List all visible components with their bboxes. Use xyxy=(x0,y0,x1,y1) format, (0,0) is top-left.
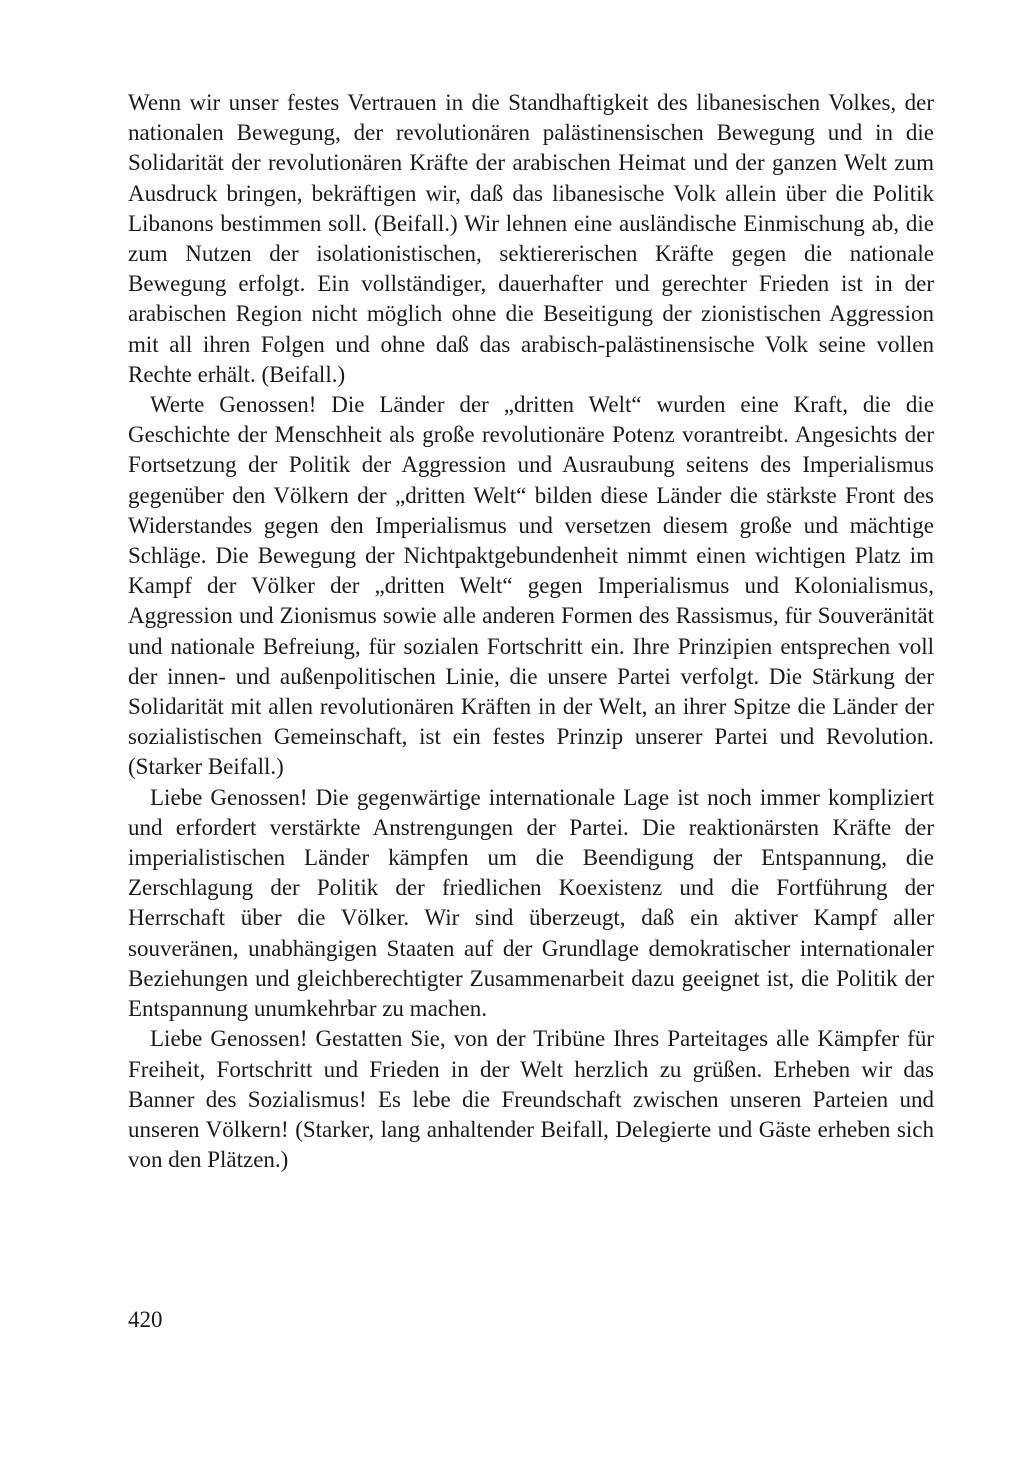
paragraph-1: Wenn wir unser festes Vertrauen in die Standhaftigkeit des libanesischen Volkes, der nationalen Bewegung, der revolutionären palästinensischen Bewegung und in die Solidarität der revolutionären Kräfte der arabischen Heimat und der ganzen Welt zum Ausdruck bringen, bekräftigen wir, daß das libanesische Volk allein über die Politik Libanons bestimmen soll. (Beifall.) Wir lehnen eine ausländische Einmischung ab, die zum Nutzen der isolationistischen, sektiererischen Kräfte gegen die nationale Bewegung erfolgt. Ein vollständiger, dauerhafter und gerechter Frieden ist in der arabischen Region nicht möglich ohne die Beseitigung der zionistischen Aggression mit all ihren Folgen und ohne daß das arabisch-palästinensische Volk seine vollen Rechte erhält. (Beifall.) xyxy=(128,90,934,387)
paragraph-4: Liebe Genossen! Gestatten Sie, von der Tribüne Ihres Parteitages alle Kämpfer für Freiheit, Fortschritt und Frieden in der Welt herzlich zu grüßen. Erheben wir das Banner des Sozialismus! Es lebe die Freundschaft zwischen unseren Parteien und unseren Völkern! (Starker, lang anhaltender Beifall, Delegierte und Gäste erheben sich von den Plätzen.) xyxy=(128,1026,934,1173)
paragraph-2: Werte Genossen! Die Länder der „dritten Welt“ wurden eine Kraft, die die Geschichte der Menschheit als große revolutionäre Potenz vorantreibt. Angesichts der Fortsetzung der Politik der Aggression und Ausraubung seitens des Imperialismus gegenüber den Völkern der „dritten Welt“ bilden diese Länder die stärkste Front des Widerstandes gegen den Imperialismus und versetzen diesem große und mächtige Schläge. Die Bewegung der Nichtpaktgebundenheit nimmt einen wichtigen Platz im Kampf der Völker der „dritten Welt“ gegen Imperialismus und Kolonialismus, Aggression und Zionismus sowie alle anderen Formen des Rassismus, für Souveränität und nationale Befreiung, für sozialen Fortschritt ein. Ihre Prinzipien entsprechen voll der innen- und außenpolitischen Linie, die unsere Partei verfolgt. Die Stärkung der Solidarität mit allen revolutionären Kräften in der Welt, an ihrer Spitze die Länder der sozialistischen Gemeinschaft, ist ein festes Prinzip unserer Partei und Revolution. (Starker Beifall.) xyxy=(128,392,934,780)
document-body xyxy=(128,88,934,1175)
page-number: 420 xyxy=(128,1307,163,1332)
paragraph-3: Liebe Genossen! Die gegenwärtige internationale Lage ist noch immer kompliziert und erfordert verstärkte Anstrengungen der Partei. Die reaktionärsten Kräfte der imperialistischen Länder kämpfen um die Beendigung der Entspannung, die Zerschlagung der Politik der friedlichen Koexistenz und die Fortführung der Herrschaft über die Völker. Wir sind überzeugt, daß ein aktiver Kampf aller souveränen, unabhängigen Staaten auf der Grundlage demokratischer internationaler Beziehungen und gleichberechtigter Zusammenarbeit dazu geeignet ist, die Politik der Entspannung unumkehrbar zu machen. xyxy=(128,784,934,1022)
